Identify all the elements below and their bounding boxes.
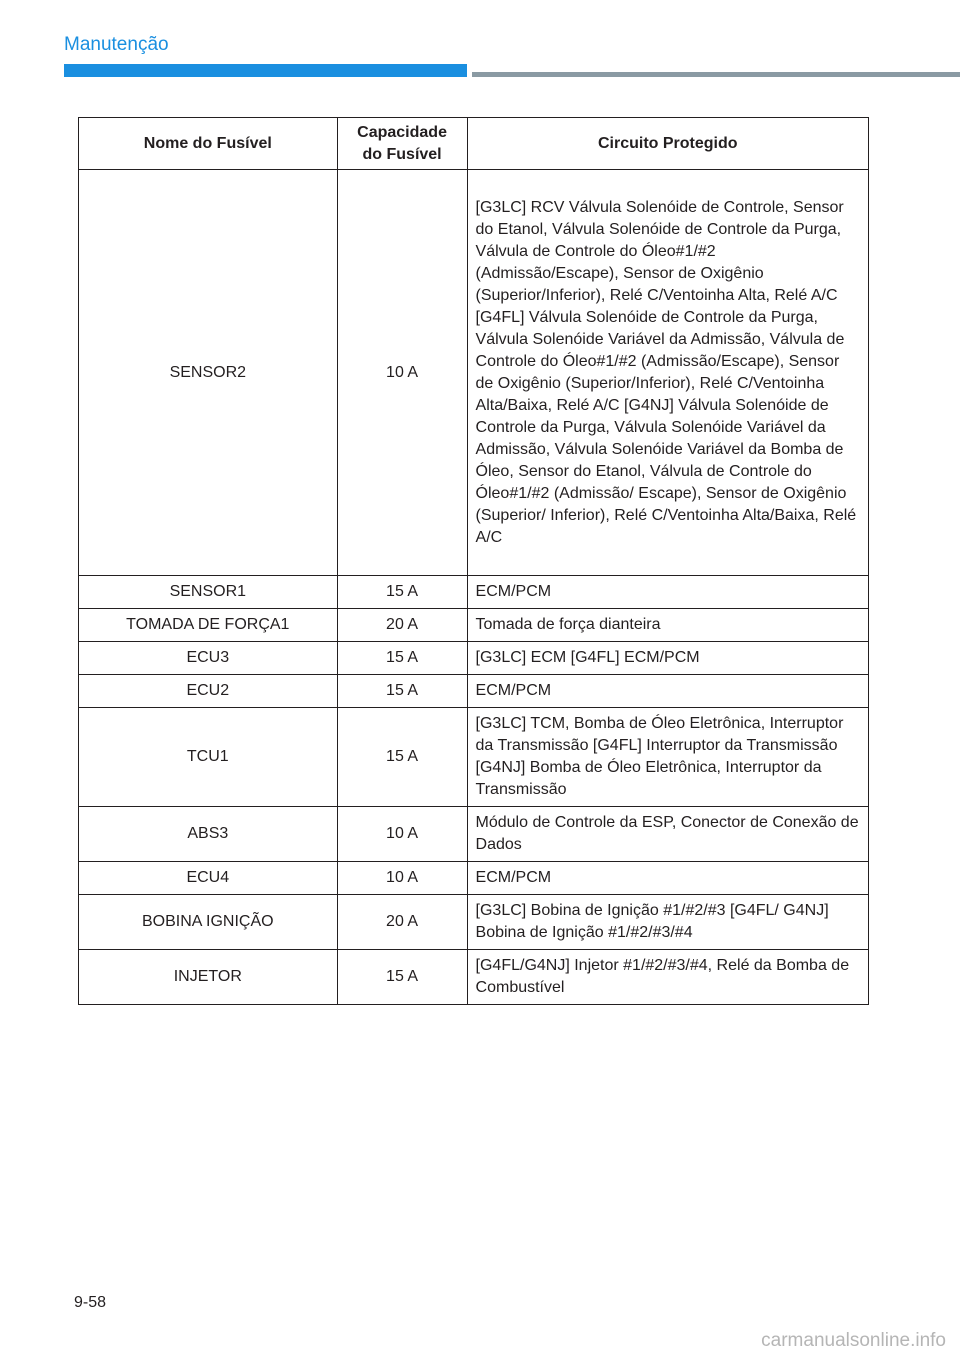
fuse-circuit-cell: ECM/PCM bbox=[467, 675, 868, 708]
table-row bbox=[79, 609, 869, 642]
header-rule-blue bbox=[64, 64, 467, 77]
fuse-name-cell: TCU1 bbox=[79, 708, 338, 807]
table-row bbox=[79, 170, 869, 576]
fuse-capacity-cell: 10 A bbox=[337, 807, 467, 862]
column-header-capacity bbox=[337, 118, 467, 170]
fuse-capacity-cell: 15 A bbox=[337, 576, 467, 609]
fuse-capacity-cell: 10 A bbox=[337, 170, 467, 576]
page-number: 9-58 bbox=[74, 1294, 107, 1311]
fuse-circuit-cell: [G3LC] TCM, Bomba de Óleo Eletrônica, Interruptor da Transmissão [G4FL] Interruptor da Transmissão [G4NJ] Bomba de Óleo Eletrônica, Interruptor da Transmissão bbox=[467, 708, 868, 807]
fuse-name-cell: ABS3 bbox=[79, 807, 338, 862]
fuse-table bbox=[78, 117, 869, 1005]
watermark: carmanualsonline.info bbox=[761, 1330, 946, 1351]
fuse-circuit-cell: [G3LC] Bobina de Ignição #1/#2/#3 [G4FL/ G4NJ] Bobina de Ignição #1/#2/#3/#4 bbox=[467, 895, 868, 950]
fuse-name-cell: ECU4 bbox=[79, 862, 338, 895]
column-header-fuse-name: Nome do Fusível bbox=[79, 118, 338, 170]
fuse-circuit-cell: ECM/PCM bbox=[467, 576, 868, 609]
fuse-capacity-cell: 15 A bbox=[337, 708, 467, 807]
table-row bbox=[79, 576, 869, 609]
table-row bbox=[79, 675, 869, 708]
fuse-capacity-cell: 15 A bbox=[337, 675, 467, 708]
fuse-name-cell: SENSOR1 bbox=[79, 576, 338, 609]
section-title: Manutenção bbox=[64, 34, 169, 55]
fuse-capacity-cell: 15 A bbox=[337, 950, 467, 1005]
fuse-circuit-cell: Tomada de força dianteira bbox=[467, 609, 868, 642]
table-row bbox=[79, 862, 869, 895]
fuse-name-cell: INJETOR bbox=[79, 950, 338, 1005]
table-row bbox=[79, 708, 869, 807]
fuse-circuit-cell: [G3LC] ECM [G4FL] ECM/PCM bbox=[467, 642, 868, 675]
table-row bbox=[79, 642, 869, 675]
fuse-name-cell: ECU3 bbox=[79, 642, 338, 675]
table-row bbox=[79, 950, 869, 1005]
table-row bbox=[79, 895, 869, 950]
fuse-capacity-cell: 20 A bbox=[337, 895, 467, 950]
fuse-circuit-cell: [G4FL/G4NJ] Injetor #1/#2/#3/#4, Relé da Bomba de Combustível bbox=[467, 950, 868, 1005]
fuse-capacity-cell: 20 A bbox=[337, 609, 467, 642]
fuse-capacity-cell: 15 A bbox=[337, 642, 467, 675]
column-header-circuit: Circuito Protegido bbox=[467, 118, 868, 170]
fuse-circuit-cell: [G3LC] RCV Válvula Solenóide de Controle, Sensor do Etanol, Válvula Solenóide de Controle da Purga, Válvula de Controle do Óleo#1/#2 (Admissão/Escape), Sensor de Oxigênio (Superior/Inferior), Relé C/Ventoinha Alta, Relé A/C [G4FL] Válvula Solenóide de Controle da Purga, Válvula Solenóide Variável da Admissão, Válvula de Controle do Óleo#1/#2 (Admissão/Escape), Sensor de Oxigênio (Superior/Inferior), Relé C/Ventoinha Alta/Baixa, Relé A/C [G4NJ] Válvula Solenóide de Controle da Purga, Válvula Solenóide Variável da Admissão, Válvula Solenóide Variável da Bomba de Óleo, Sensor do Etanol, Válvula de Controle do Óleo#1/#2 (Admissão/ Escape), Sensor de Oxigênio (Superior/ Inferior), Relé C/Ventoinha Alta/Baixa, Relé A/C bbox=[467, 170, 868, 576]
header-rule-gray bbox=[472, 72, 960, 77]
table-header-row bbox=[79, 118, 869, 170]
column-header-capacity-text: Capacidade do Fusível bbox=[357, 123, 447, 163]
fuse-circuit-cell: ECM/PCM bbox=[467, 862, 868, 895]
table-row bbox=[79, 807, 869, 862]
fuse-name-cell: SENSOR2 bbox=[79, 170, 338, 576]
fuse-name-cell: BOBINA IGNIÇÃO bbox=[79, 895, 338, 950]
fuse-name-cell: ECU2 bbox=[79, 675, 338, 708]
fuse-name-cell: TOMADA DE FORÇA1 bbox=[79, 609, 338, 642]
fuse-capacity-cell: 10 A bbox=[337, 862, 467, 895]
fuse-circuit-cell: Módulo de Controle da ESP, Conector de Conexão de Dados bbox=[467, 807, 868, 862]
